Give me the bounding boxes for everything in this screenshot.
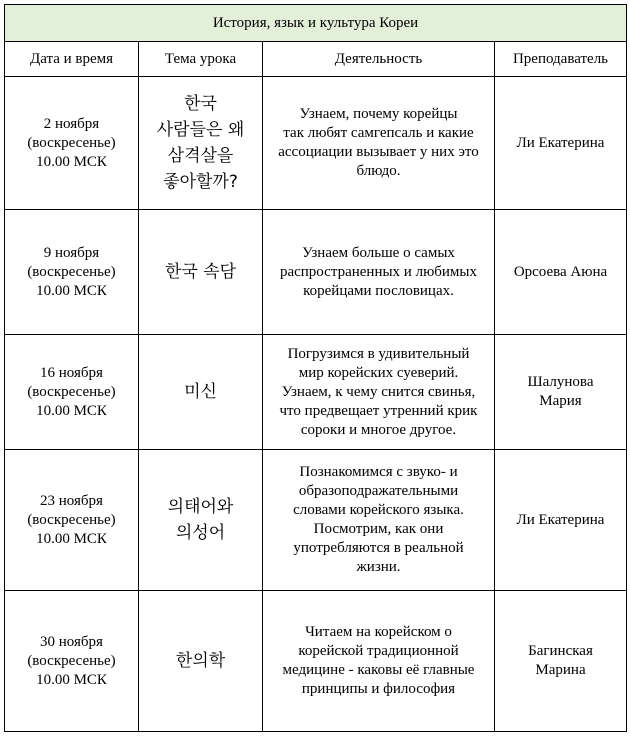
topic-line: 좋아할까? (163, 172, 238, 192)
activity-line: словами корейского языка. (293, 502, 464, 518)
date-weekday: (воскресенье) (27, 511, 116, 528)
activity-line: что предвещает утренний крик (279, 402, 478, 419)
activity-line: Погрузимся в удивительный (287, 345, 470, 362)
teacher-line: Ли Екатерина (516, 511, 605, 528)
lesson-date (5, 335, 139, 450)
activity-line: употребляются в реальной (293, 540, 464, 556)
topic-line: 미신 (184, 382, 217, 402)
lesson-date (5, 210, 139, 335)
lesson-topic (139, 591, 263, 732)
table-title: История, язык и культура Кореи (5, 5, 627, 42)
activity-line: блюдо. (356, 163, 401, 179)
lesson-teacher (495, 450, 627, 591)
header-topic: Тема урока (139, 42, 263, 77)
activity-line: Познакомимся с звуко- и (299, 464, 458, 480)
topic-line: 한국 속담 (164, 262, 237, 282)
topic-line: 한의학 (175, 651, 226, 671)
date-day: 23 ноября (40, 492, 103, 509)
lesson-topic (139, 335, 263, 450)
lesson-activity (263, 77, 495, 210)
lesson-teacher (495, 210, 627, 335)
lesson-teacher (495, 335, 627, 450)
activity-line: Узнаем, почему корейцы (299, 106, 458, 122)
activity-line: ассоциации вызывает у них это (278, 144, 479, 160)
date-time: 10.00 МСК (36, 402, 107, 419)
activity-line: принципы и философия (301, 681, 456, 697)
activity-line: Посмотрим, как они (313, 521, 444, 537)
table-row (5, 335, 627, 450)
lesson-activity (263, 450, 495, 591)
date-day: 9 ноября (43, 244, 100, 261)
date-weekday: (воскресенье) (27, 652, 116, 669)
teacher-line: Орсоева Аюна (513, 263, 608, 280)
schedule-table (4, 4, 627, 732)
lesson-date (5, 450, 139, 591)
teacher-line: Ли Екатерина (516, 134, 605, 151)
teacher-line: Багинская (528, 643, 593, 659)
activity-line: корейской традиционной (298, 643, 459, 659)
activity-line: Узнаем больше о самых (302, 244, 455, 261)
date-day: 30 ноября (40, 633, 103, 650)
lesson-topic (139, 450, 263, 591)
table-row (5, 450, 627, 591)
topic-line: 의태어와 (167, 497, 234, 517)
activity-line: Читаем на корейском о (305, 624, 452, 640)
header-activity: Деятельность (263, 42, 495, 77)
activity-line: медицине - каковы её главные (282, 662, 475, 678)
teacher-line: Мария (539, 393, 582, 409)
activity-line: мир корейских суеверий. (298, 364, 459, 381)
lesson-activity (263, 210, 495, 335)
table-row (5, 210, 627, 335)
lesson-date (5, 591, 139, 732)
activity-line: распространенных и любимых (279, 263, 478, 280)
topic-line: 한국 (184, 94, 217, 114)
topic-line: 삼격살을 (167, 146, 234, 166)
date-day: 16 ноября (40, 364, 103, 381)
date-weekday: (воскресенье) (27, 263, 116, 280)
activity-line: образоподражательными (298, 483, 459, 499)
lesson-topic (139, 210, 263, 335)
date-time: 10.00 МСК (36, 671, 107, 688)
activity-line: корейцами пословицах. (303, 282, 454, 299)
activity-line: сороки и многое другое. (300, 421, 457, 438)
lesson-topic (139, 77, 263, 210)
lesson-date (5, 77, 139, 210)
activity-line: жизни. (356, 559, 401, 575)
lesson-activity (263, 335, 495, 450)
topic-line: 의성어 (175, 523, 226, 543)
date-day: 2 ноября (43, 115, 100, 132)
lesson-teacher (495, 591, 627, 732)
date-weekday: (воскресенье) (27, 383, 116, 400)
table-row (5, 77, 627, 210)
teacher-line: Марина (535, 662, 586, 678)
date-time: 10.00 МСК (36, 282, 107, 299)
date-time: 10.00 МСК (36, 530, 107, 547)
header-teacher: Преподаватель (495, 42, 627, 77)
lesson-teacher (495, 77, 627, 210)
date-weekday: (воскресенье) (27, 134, 116, 151)
topic-line: 사람들은 왜 (156, 120, 245, 140)
teacher-line: Шалунова (527, 374, 594, 390)
header-date: Дата и время (5, 42, 139, 77)
schedule-container (4, 4, 626, 732)
activity-line: так любят самгепсаль и какие (283, 125, 474, 141)
activity-line: Узнаем, к чему снится свинья, (281, 383, 476, 400)
table-row (5, 591, 627, 732)
date-time: 10.00 МСК (36, 153, 107, 170)
lesson-activity (263, 591, 495, 732)
